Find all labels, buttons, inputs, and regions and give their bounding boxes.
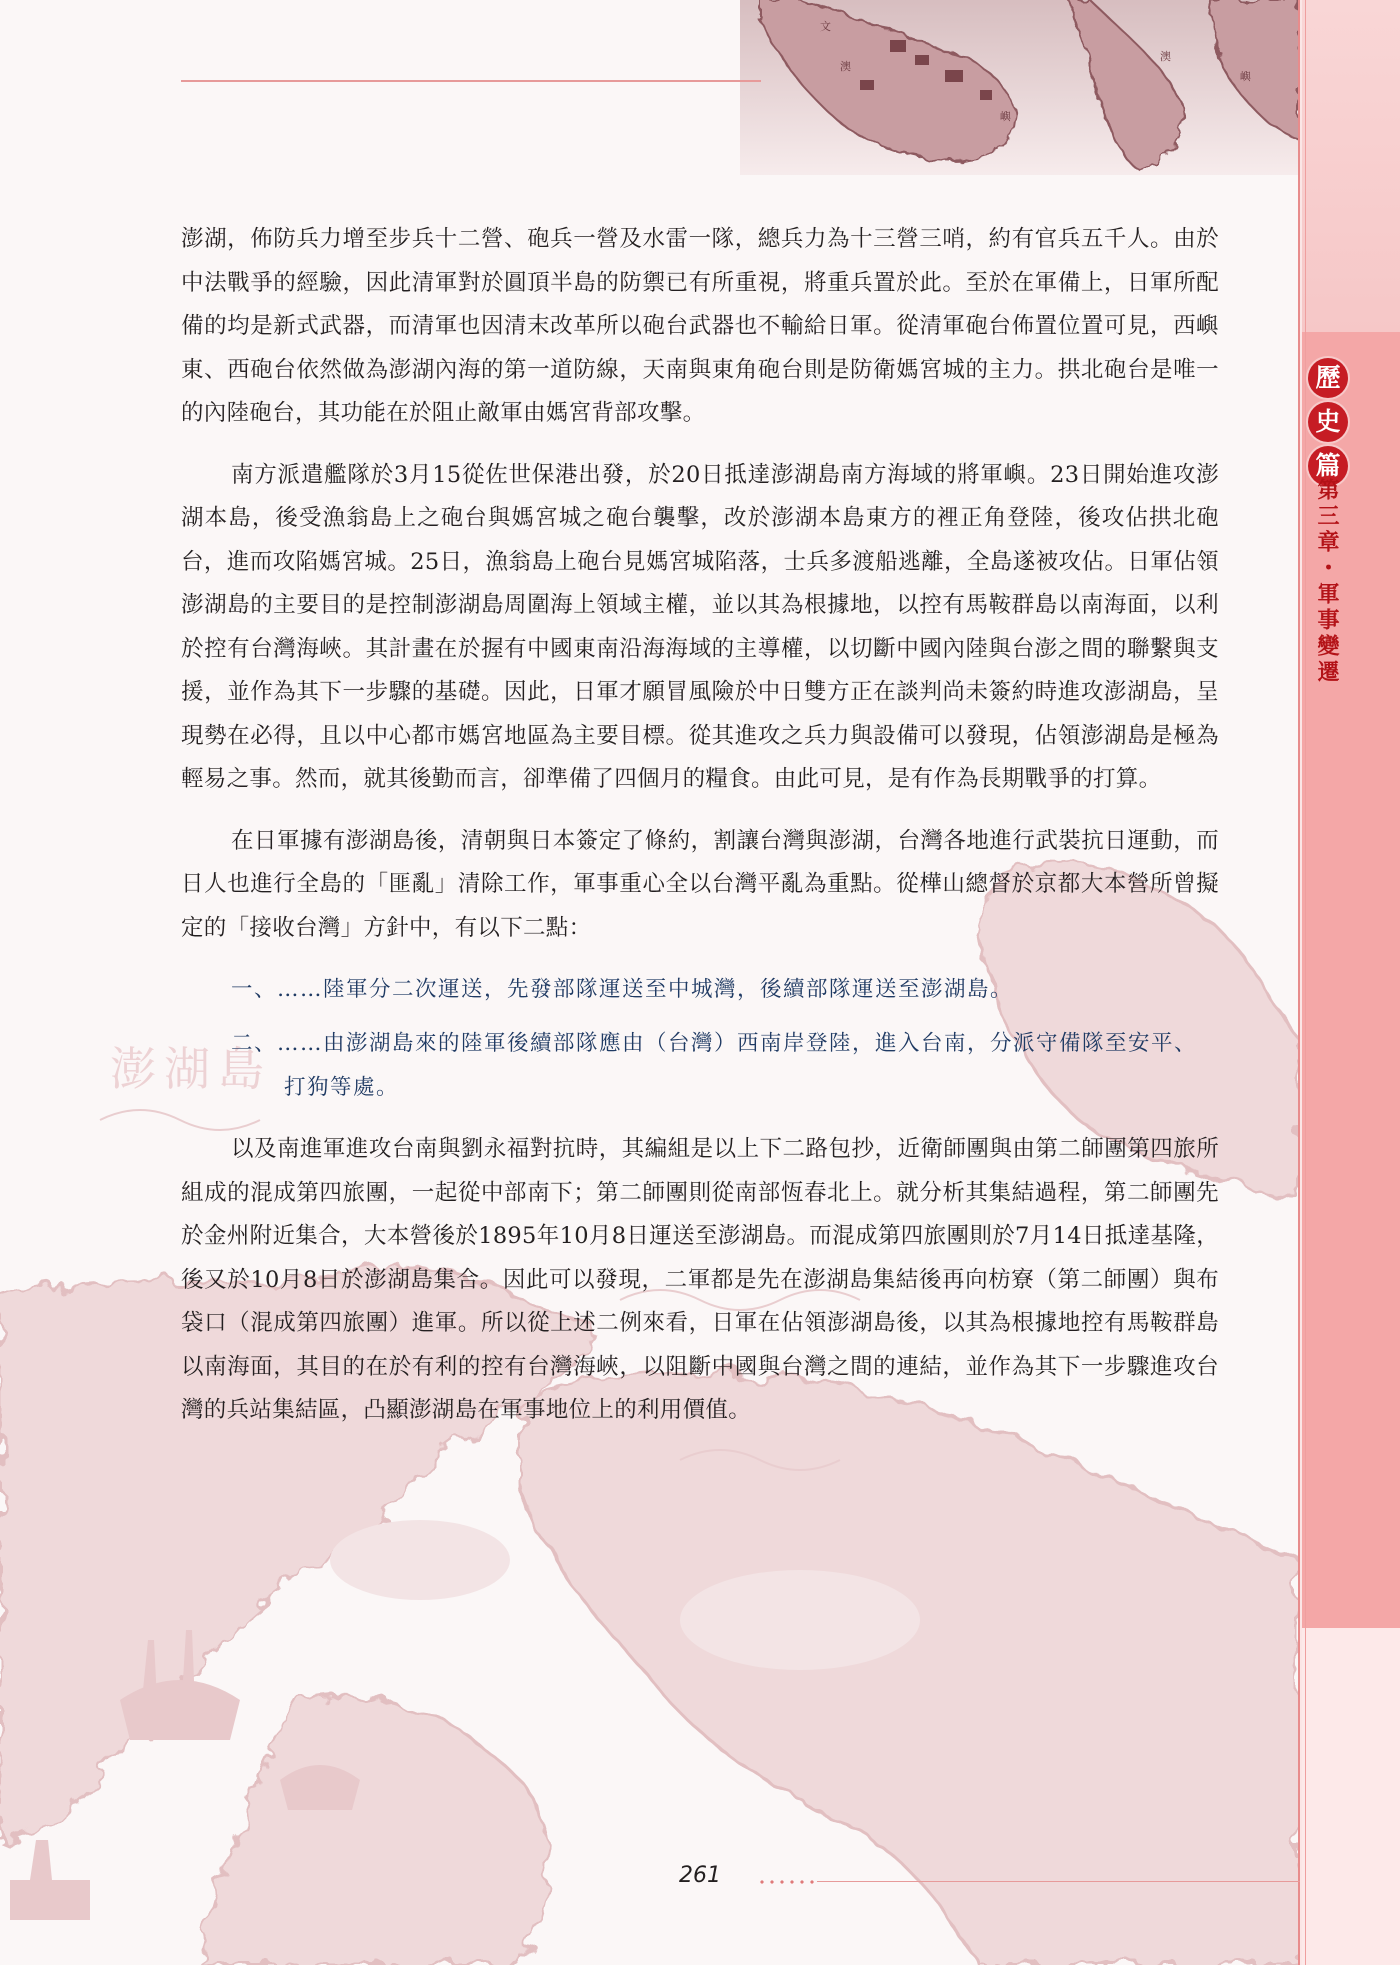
svg-text:澎湖島: 澎湖島: [110, 1042, 272, 1096]
svg-text:嶼: 嶼: [1000, 110, 1011, 123]
body-paragraph: 澎湖，佈防兵力增至步兵十二營、砲兵一營及水雷一隊，總兵力為十三營三哨，約有官兵五千人。由於中法戰爭的經驗，因此清軍對於圓頂半島的防禦已有所重視，將重兵置於此。至於在軍備上，日軍所配備的均是新式武器，而清軍也因清末改革所以砲台武器也不輸給日軍。從清軍砲台佈置位置可見，西嶼東、西砲台依然做為澎湖內海的第一道防線，天南與東角砲台則是防衛媽宮城的主力。拱北砲台是唯一的內陸砲台，其功能在於阻止敵軍由媽宮背部攻擊。: [181, 226, 1219, 426]
body-paragraph: 在日軍據有澎湖島後，清朝與日本簽定了條約，割讓台灣與澎湖，台灣各地進行武裝抗日運動，而日人也進行全島的「匪亂」清除工作，軍事重心全以台灣平亂為重點。從樺山總督於京都大本營所曾擬定的「接收台灣」方針中，有以下二點：: [181, 827, 1219, 941]
part-title-char: 史: [1308, 402, 1348, 442]
part-title-char: 歷: [1308, 358, 1348, 398]
svg-text:嶼: 嶼: [1240, 70, 1251, 83]
side-band-top: [1302, 0, 1400, 332]
svg-text:文: 文: [820, 20, 831, 33]
body-paragraph: 南方派遣艦隊於3月15從佐世保港出發，於20日抵達澎湖島南方海域的將軍嶼。23日開始進攻澎湖本島，後受漁翁島上之砲台與媽宮城之砲台襲擊，改於澎湖本島東方的裡正角登陸，後攻佔拱北砲台，進而攻陷媽宮城。25日，漁翁島上砲台見媽宮城陷落，士兵多渡船逃離，全島遂被攻佔。日軍佔領澎湖島的主要目的是控制澎湖島周圍海上領域主權，並以其為根據地，以控有馬鞍群島以南海面，以利於控有台灣海峽。其計畫在於握有中國東南沿海海域的主導權，以切斷中國內陸與台澎之間的聯繫與支援，並作為其下一步驟的基礎。因此，日軍才願冒風險於中日雙方正在談判尚未簽約時進攻澎湖島，呈現勢在必得，且以中心都市媽宮地區為主要目標。從其進攻之兵力與設備可以發現，佔領澎湖島是極為輕易之事。然而，就其後勤而言，卻準備了四個月的糧食。由此可見，是有作為長期戰爭的打算。: [181, 461, 1219, 792]
quoted-policy-item: 二、……由澎湖島來的陸軍後續部隊應由（台灣）西南岸登陸，進入台南，分派守備隊至安平、打狗等處。: [231, 1031, 1198, 1100]
side-band-bottom: [1302, 1628, 1400, 1965]
footer-rule: [817, 1881, 1300, 1882]
page-body: [181, 218, 1219, 1451]
page-number: 261: [679, 1863, 721, 1888]
part-title-char: 篇: [1308, 446, 1348, 486]
part-title: [1308, 358, 1348, 490]
body-paragraph: 以及南進軍進攻台南與劉永福對抗時，其編組是以上下二路包抄，近衛師團與由第二師團第四旅所組成的混成第四旅團，一起從中部南下；第二師團則從南部恆春北上。就分析其集結過程，第二師團先於金州附近集合，大本營後於1895年10月8日運送至澎湖島。而混成第四旅團則於7月14日抵達基隆，後又於10月8日於澎湖島集合。因此可以發現，二軍都是先在澎湖島集結後再向枋寮（第二師團）與布袋口（混成第四旅團）進軍。所以從上述二例來看，日軍在佔領澎湖島後，以其為根據地控有馬鞍群島以南海面，其目的在於有利的控有台灣海峽，以阻斷中國與台灣之間的連結，並作為其下一步驟進攻台灣的兵站集結區，凸顯澎湖島在軍事地位上的利用價值。: [181, 1136, 1219, 1423]
svg-text:澳: 澳: [1160, 50, 1171, 63]
header-map-illustration: [740, 0, 1300, 175]
quoted-policy-item: 一、……陸軍分二次運送，先發部隊運送至中城灣，後續部隊運送至澎湖島。: [231, 977, 1014, 1002]
side-divider-line: [1298, 0, 1300, 1965]
svg-text:澳: 澳: [840, 60, 851, 73]
header-rule: [181, 80, 761, 82]
footer-dots: [757, 1880, 817, 1884]
chapter-title: 第三章・軍事變遷: [1314, 478, 1339, 686]
side-divider-line-inner: [1305, 0, 1306, 1965]
quoted-policy-list: [181, 968, 1219, 1110]
